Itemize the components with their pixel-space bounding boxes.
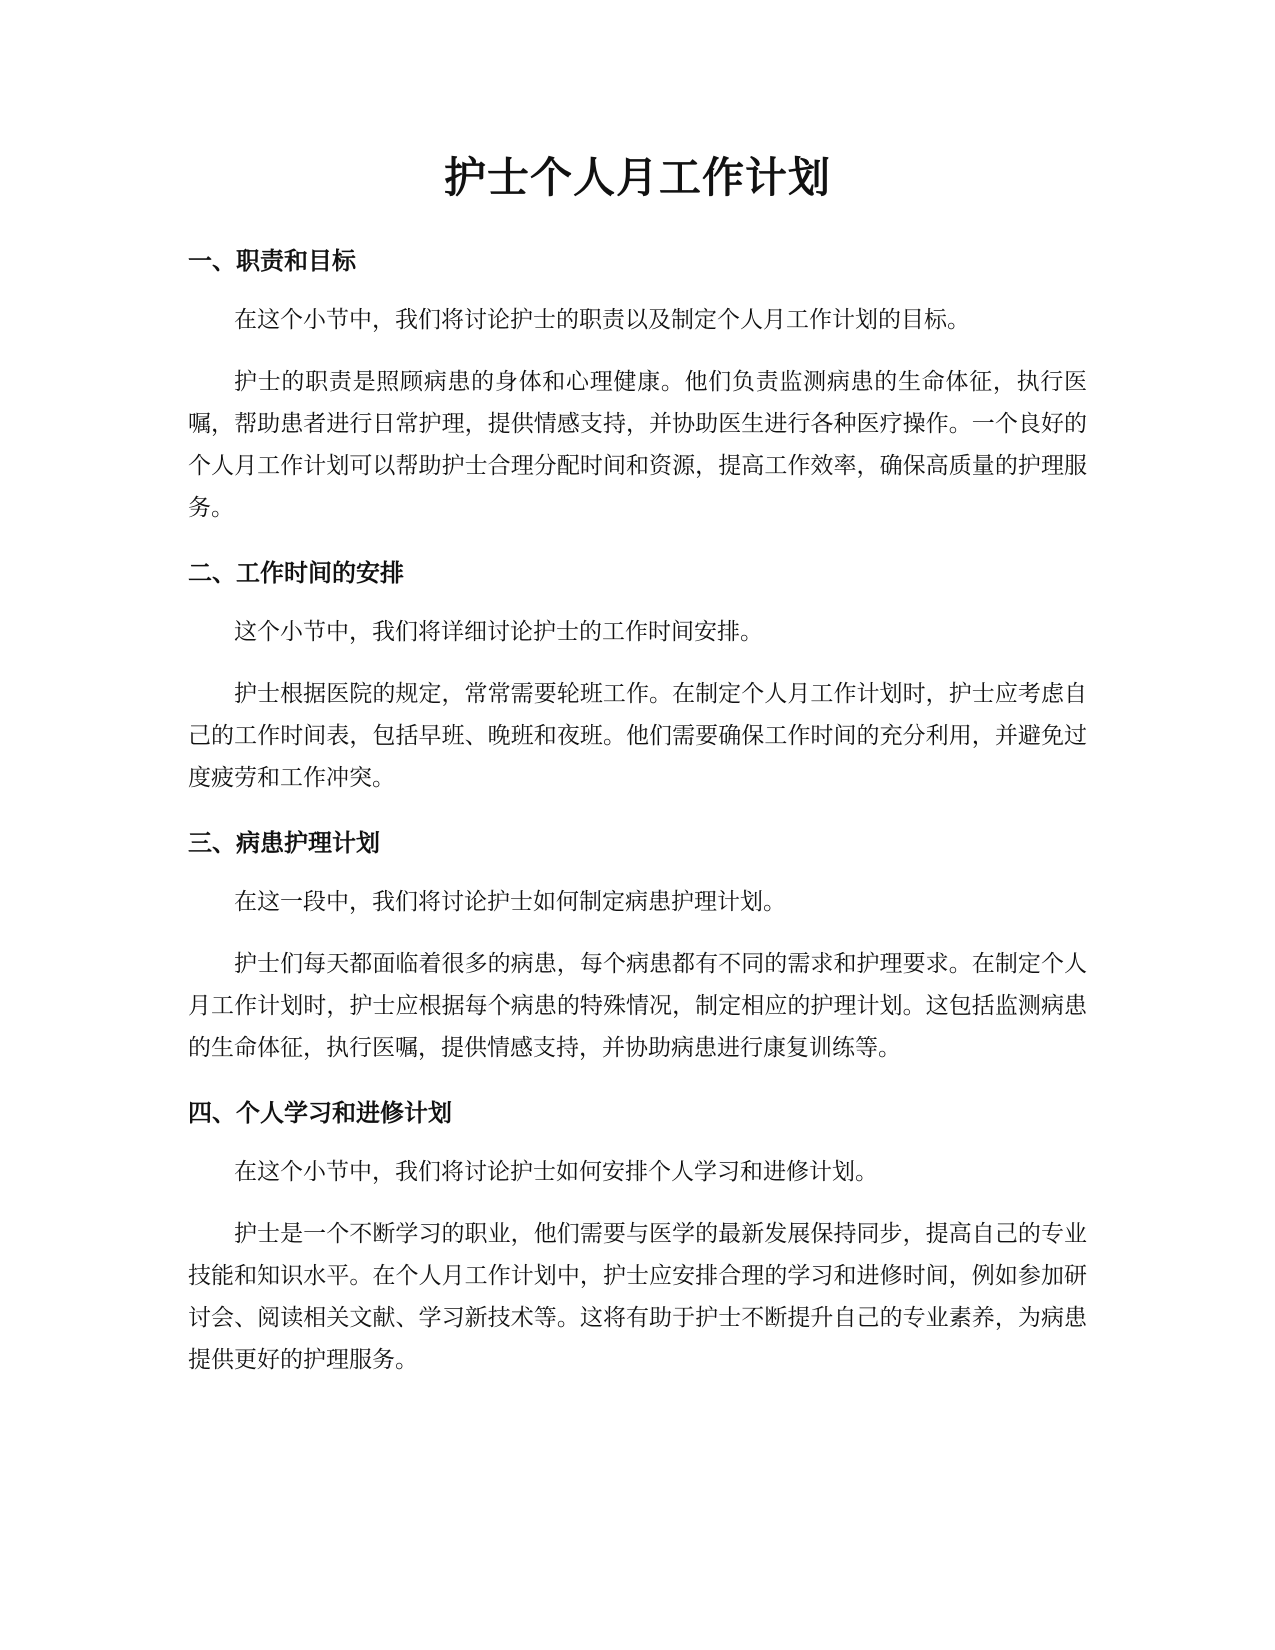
section-patient-care-plan (188, 825, 1087, 1069)
section-intro-paragraph: 在这一段中，我们将讨论护士如何制定病患护理计划。 (234, 889, 786, 915)
section-study-plan (188, 1095, 1087, 1381)
section-heading: 二、工作时间的安排 (188, 559, 404, 587)
section-duties-goals (188, 243, 1087, 529)
section-body-paragraph: 护士是一个不断学习的职业，他们需要与医学的最新发展保持同步，提高自己的专业技能和知识水平。在个人月工作计划中，护士应安排合理的学习和进修时间，例如参加研讨会、阅读相关文献、学习新技术等。这将有助于护士不断提升自己的专业素养，为病患提供更好的护理服务。 (188, 1221, 1087, 1373)
section-body-paragraph: 护士根据医院的规定，常常需要轮班工作。在制定个人月工作计划时，护士应考虑自己的工作时间表，包括早班、晚班和夜班。他们需要确保工作时间的充分利用，并避免过度疲劳和工作冲突。 (188, 681, 1087, 791)
section-body-paragraph: 护士的职责是照顾病患的身体和心理健康。他们负责监测病患的生命体征，执行医嘱，帮助患者进行日常护理，提供情感支持，并协助医生进行各种医疗操作。一个良好的个人月工作计划可以帮助护士合理分配时间和资源，提高工作效率，确保高质量的护理服务。 (188, 369, 1087, 521)
section-heading: 一、职责和目标 (188, 247, 356, 275)
section-intro-paragraph: 在这个小节中，我们将讨论护士的职责以及制定个人月工作计划的目标。 (234, 307, 970, 333)
section-intro-paragraph: 这个小节中，我们将详细讨论护士的工作时间安排。 (234, 619, 763, 645)
section-intro-paragraph: 在这个小节中，我们将讨论护士如何安排个人学习和进修计划。 (234, 1159, 878, 1185)
section-work-schedule (188, 555, 1087, 799)
section-heading: 三、病患护理计划 (188, 829, 380, 857)
page-title: 护士个人月工作计划 (443, 153, 831, 202)
section-heading: 四、个人学习和进修计划 (188, 1099, 452, 1127)
section-body-paragraph: 护士们每天都面临着很多的病患，每个病患都有不同的需求和护理要求。在制定个人月工作计划时，护士应根据每个病患的特殊情况，制定相应的护理计划。这包括监测病患的生命体征，执行医嘱，提供情感支持，并协助病患进行康复训练等。 (188, 951, 1087, 1061)
